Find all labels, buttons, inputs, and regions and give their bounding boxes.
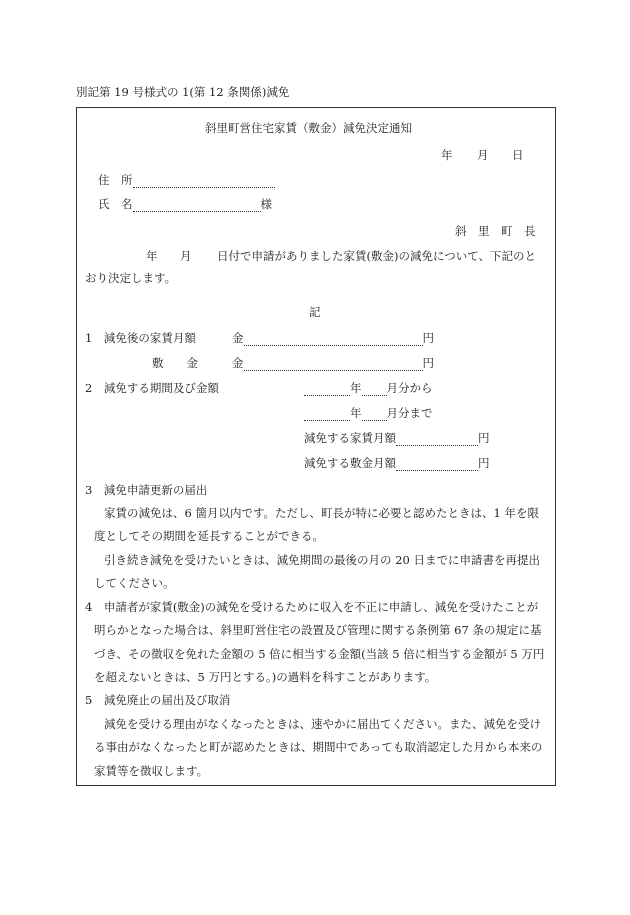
name-row xyxy=(98,196,272,212)
item3-p2-line2: してください。 xyxy=(94,576,175,590)
item1-deposit-label: 敷 金 xyxy=(152,356,198,370)
item2-rent-label: 減免する家賃月額 xyxy=(304,431,396,445)
item5-heading: 5 減免廃止の届出及び取消 xyxy=(85,693,231,707)
item2-to-year: 年 xyxy=(350,406,362,420)
name-label: 氏 名 xyxy=(98,197,133,211)
item1-deposit-row xyxy=(232,355,434,371)
item2-from-year: 年 xyxy=(350,381,362,395)
item2-deposit-blank[interactable] xyxy=(396,457,478,471)
item2-to-year-blank[interactable] xyxy=(304,407,350,421)
item2-to-month: 月分まで xyxy=(386,406,433,420)
intro-line1: 日付で申請がありました家賃(敷金)の減免について、下記のと xyxy=(217,249,537,263)
date-year: 年 xyxy=(441,148,453,162)
item2-to-month-blank[interactable] xyxy=(362,407,387,421)
item2-rent-row xyxy=(304,430,490,446)
item1-label: 1 減免後の家賃月額 xyxy=(85,331,196,345)
item2-from-row xyxy=(304,380,433,396)
item3-p1-line2: 度としてその期間を延長することができる。 xyxy=(94,529,324,543)
item1-kin2: 金 xyxy=(232,356,244,370)
item4-line1: 4 申請者が家賃(敷金)の減免を受けるために収入を不正に申請し、減免を受けたことが xyxy=(85,600,539,614)
item4-line3: づき、その徴収を免れた金額の 5 倍に相当する金額(当該 5 倍に相当する金額が 5 万円 xyxy=(94,647,545,661)
item2-from-month-blank[interactable] xyxy=(362,382,387,396)
name-blank[interactable] xyxy=(133,198,261,212)
address-label: 住 所 xyxy=(98,173,133,187)
item2-rent-yen: 円 xyxy=(478,431,490,445)
item5-line2: る事由がなくなったと町が認めたときは、期間中であっても取消認定した月から本来の xyxy=(94,740,543,754)
item1-rent-row xyxy=(232,330,434,346)
item2-rent-blank[interactable] xyxy=(396,432,478,446)
item2-deposit-row xyxy=(304,455,490,471)
item4-line2: 明らかとなった場合は、斜里町営住宅の設置及び管理に関する条例第 67 条の規定に基 xyxy=(94,623,542,637)
item5-line3: 家賃等を徴収します。 xyxy=(94,764,209,778)
document-title: 斜里町営住宅家賃（敷金）減免決定通知 xyxy=(205,121,412,135)
address-blank[interactable] xyxy=(133,174,275,188)
item5-line1: 減免を受ける理由がなくなったときは、速やかに届出てください。また、減免を受け xyxy=(104,717,541,731)
item3-p2-line1: 引き続き減免を受けたいときは、減免期間の最後の月の 20 日までに申請書を再提出 xyxy=(104,553,540,567)
item2-from-month: 月分から xyxy=(386,381,433,395)
intro-year: 年 xyxy=(146,249,158,263)
issuer: 斜 里 町 長 xyxy=(455,224,536,238)
item2-deposit-label: 減免する敷金月額 xyxy=(304,456,396,470)
item3-p1-line1: 家賃の減免は、6 箇月以内です。ただし、町長が特に必要と認めたときは、1 年を限 xyxy=(104,506,540,520)
item1-kin: 金 xyxy=(232,331,244,345)
item4-line4: を超えないときは、5 万円とする。)の過料を科すことがあります。 xyxy=(94,670,437,684)
item3-heading: 3 減免申請更新の届出 xyxy=(85,483,208,497)
intro-line2: おり決定します。 xyxy=(85,271,177,285)
ki-heading: 記 xyxy=(309,305,321,319)
item1-deposit-blank[interactable] xyxy=(244,357,423,371)
address-row xyxy=(98,172,275,188)
item2-from-year-blank[interactable] xyxy=(304,382,350,396)
item2-label: 2 減免する期間及び金額 xyxy=(85,381,219,395)
date-day: 日 xyxy=(512,148,524,162)
name-suffix: 様 xyxy=(260,197,272,211)
date-month: 月 xyxy=(477,148,489,162)
form-label: 別記第 19 号様式の 1(第 12 条関係)減免 xyxy=(76,85,290,99)
item2-to-row xyxy=(304,405,433,421)
intro-month: 月 xyxy=(180,249,192,263)
item1-yen2: 円 xyxy=(422,356,434,370)
item2-deposit-yen: 円 xyxy=(478,456,490,470)
item1-yen: 円 xyxy=(422,331,434,345)
item1-rent-blank[interactable] xyxy=(244,332,423,346)
